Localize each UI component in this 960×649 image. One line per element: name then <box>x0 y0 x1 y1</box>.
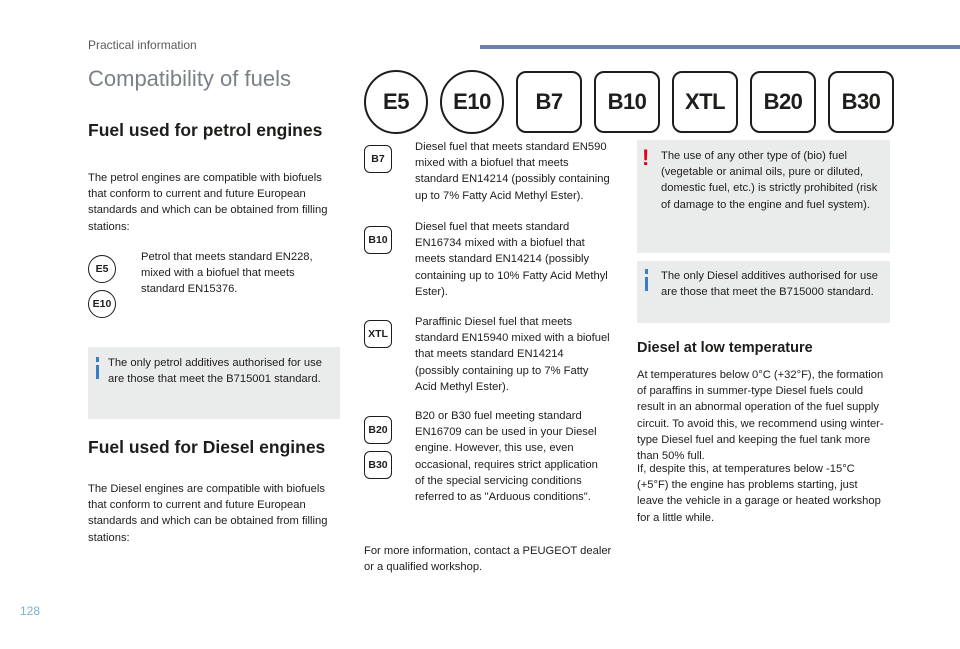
b10-large-icon: B10 <box>594 71 660 133</box>
info-icon-dot <box>645 269 648 274</box>
b7-badge-icon: B7 <box>364 145 392 173</box>
b10-text: Diesel fuel that meets standard EN16734 mixed with a biofuel that meets standard EN14214 (possibly containing up to 10% Fatty Acid Methyl Ester). <box>415 221 608 298</box>
header-rule <box>480 45 960 49</box>
e10-large-icon: E10 <box>440 70 504 134</box>
more-info-text: For more information, contact a PEUGEOT dealer or a qualified workshop. <box>364 545 612 574</box>
low-temp-text-2: If, despite this, at temperatures below -15°C (+5°F) the engine has problems starting, just leave the vehicle in a garage or heated workshop for a little while. <box>637 463 881 524</box>
petrol-heading: Fuel used for petrol engines <box>88 120 323 140</box>
b10-badge-icon: B10 <box>364 226 392 254</box>
b20-badge-icon: B20 <box>364 416 392 444</box>
info-icon <box>96 365 99 379</box>
diesel-intro: The Diesel engines are compatible with biofuels that conform to current and future European standards and which can be obtained from filling stations: <box>88 483 328 544</box>
section-label: Practical information <box>88 38 197 52</box>
info-icon-dot <box>96 357 99 362</box>
b20-large-icon: B20 <box>750 71 816 133</box>
b7-text: Diesel fuel that meets standard EN590 mixed with a biofuel that meets standard EN14214 (possibly containing up to 7% Fatty Acid Methyl Ester). <box>415 141 610 202</box>
page-number: 128 <box>20 604 41 618</box>
petrol-note-text: The only petrol additives authorised for use are those that meet the B715001 standard. <box>108 357 322 386</box>
warning-box <box>637 140 890 253</box>
petrol-additive-note <box>88 347 340 419</box>
b7-large-icon: B7 <box>516 71 582 133</box>
info-icon <box>645 277 648 291</box>
petrol-standard-text: Petrol that meets standard EN228, mixed with a biofuel that meets standard EN15376. <box>141 251 313 296</box>
xtl-large-icon: XTL <box>672 71 738 133</box>
xtl-text: Paraffinic Diesel fuel that meets standard EN15940 mixed with a biofuel that meets standard EN14214 (possibly containing up to 7% Fatty Acid Methyl Ester). <box>415 316 610 393</box>
low-temp-text: At temperatures below 0°C (+32°F), the formation of paraffins in summer-type Diesel fuels could result in an abnormal operation of the fuel supply circuit. To avoid this, we recommend using winter-type Diesel fuel and keeping the fuel tank more than 50% full. <box>637 369 884 463</box>
warning-text: The use of any other type of (bio) fuel (vegetable or animal oils, pure or diluted, domestic fuel, etc.) is strictly prohibited (risk of damage to the engine and fuel system). <box>661 150 878 211</box>
b30-large-icon: B30 <box>828 71 894 133</box>
e5-large-icon: E5 <box>364 70 428 134</box>
e10-badge-icon: E10 <box>88 290 116 318</box>
diesel-note-text: The only Diesel additives authorised for use are those that meet the B715000 standard. <box>661 270 879 299</box>
low-temp-heading: Diesel at low temperature <box>637 340 813 356</box>
diesel-additive-note <box>637 261 890 323</box>
b20-b30-text: B20 or B30 fuel meeting standard EN16709 can be used in your Diesel engine. However, this use, even occasional, requires strict application of the special servicing conditions referred to as "Arduous conditions". <box>415 410 598 504</box>
e5-badge-icon: E5 <box>88 255 116 283</box>
diesel-heading: Fuel used for Diesel engines <box>88 437 326 457</box>
page-title: Compatibility of fuels <box>88 66 291 91</box>
xtl-badge-icon: XTL <box>364 320 392 348</box>
b30-badge-icon: B30 <box>364 451 392 479</box>
petrol-intro: The petrol engines are compatible with biofuels that conform to current and future European standards and which can be obtained from filling stations: <box>88 172 328 233</box>
warning-icon: ! <box>642 145 650 170</box>
